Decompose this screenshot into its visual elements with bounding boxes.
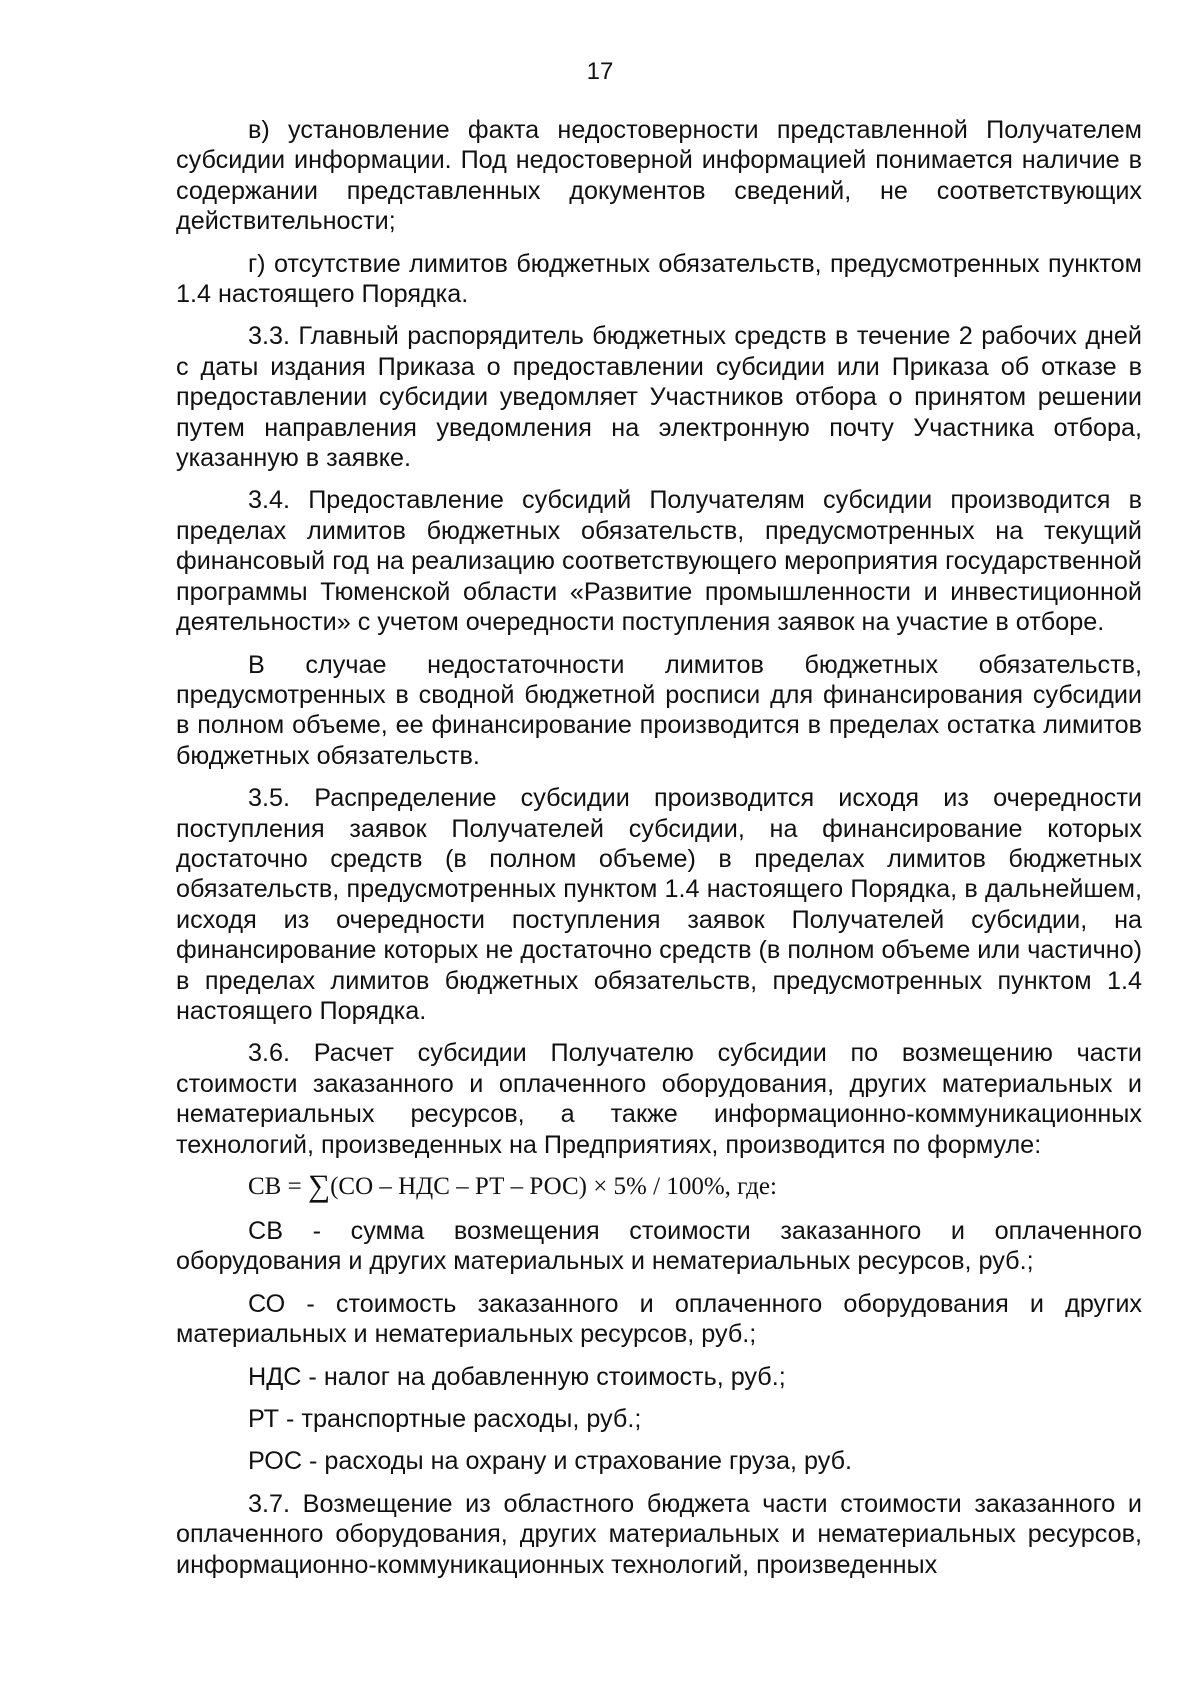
document-body — [176, 115, 1142, 1592]
definition-so: СО - стоимость заказанного и оплаченного оборудования и других материальных и нематериальных ресурсов, руб.; — [176, 1289, 1142, 1349]
paragraph-item-v: в) установление факта недостоверности представленной Получателем субсидии информации. Под недостоверной информацией понимается наличие в содержании представленных документов сведений, не соответствующих действительности; — [176, 116, 1142, 236]
paragraph-3-4: 3.4. Предоставление субсидий Получателям субсидии производится в пределах лимитов бюджетных обязательств, предусмотренных на текущий финансовый год на реализацию соответствующего мероприятия государственной программы Тюменской области «Развитие промышленности и инвестиционной деятельности» с учетом очередности поступления заявок на участие в отборе. — [176, 486, 1142, 637]
paragraph-limits-shortfall: В случае недостаточности лимитов бюджетных обязательств, предусмотренных в сводной бюджетной росписи для финансирования субсидии в полном объеме, ее финансирование производится в пределах остатка лимитов бюджетных обязательств. — [176, 650, 1142, 770]
paragraph-3-7: 3.7. Возмещение из областного бюджета части стоимости заказанного и оплаченного оборудования, других материальных и нематериальных ресурсов, информационно-коммуникационных технологий, произведенных — [176, 1489, 1142, 1579]
formula-suffix: где: — [730, 1173, 777, 1200]
definition-rt: РТ - транспортные расходы, руб.; — [248, 1405, 642, 1434]
subsidy-formula — [248, 1170, 1142, 1204]
definition-nds: НДС - налог на добавленную стоимость, руб.; — [248, 1362, 786, 1391]
formula-left-side: СВ = — [248, 1173, 308, 1200]
paragraph-3-3: 3.3. Главный распорядитель бюджетных средств в течение 2 рабочих дней с даты издания Приказа о предоставлении субсидии или Приказа об отказе в предоставлении субсидии уведомляет Участников отбора о принятом решении путем направления уведомления на электронную почту Участника отбора, указанную в заявке. — [176, 322, 1142, 473]
formula-right-side: (СО – НДС – РТ – РОС) × 5% / 100%, — [330, 1173, 731, 1200]
definition-sv: СВ - сумма возмещения стоимости заказанного и оплаченного оборудования и других материальных и нематериальных ресурсов, руб.; — [176, 1217, 1142, 1276]
paragraph-3-5: 3.5. Распределение субсидии производится исходя из очередности поступления заявок Получателей субсидии, на финансирование которых достаточно средств (в полном объеме) в пределах лимитов бюджетных обязательств, предусмотренных пунктом 1.4 настоящего Порядка, в дальнейшем, исходя из очередности поступления заявок Получателей субсидии, на финансирование которых не достаточно средств (в полном объеме или частично) в пределах лимитов бюджетных обязательств, предусмотренных пунктом 1.4 настоящего Порядка. — [176, 784, 1142, 1025]
page-number: 17 — [586, 58, 614, 85]
summation-sign: ∑ — [307, 1168, 331, 1203]
definition-ros: РОС - расходы на охрану и страхование груза, руб. — [248, 1447, 853, 1476]
paragraph-3-6: 3.6. Расчет субсидии Получателю субсидии по возмещению части стоимости заказанного и оплаченного оборудования, других материальных и нематериальных ресурсов, а также информационно-коммуникационных технологий, произведенных на Предприятиях, производится по формуле: — [176, 1039, 1142, 1159]
paragraph-item-g: г) отсутствие лимитов бюджетных обязательств, предусмотренных пунктом 1.4 настоящего Порядка. — [176, 249, 1142, 309]
